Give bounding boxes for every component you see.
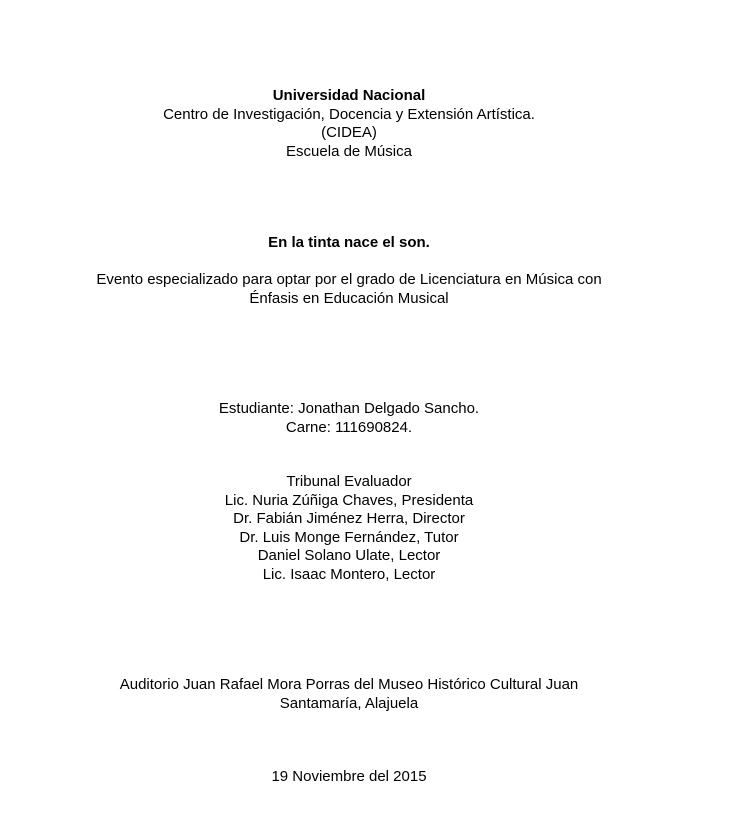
venue-line-2: Santamaría, Alajuela xyxy=(279,694,419,712)
document-title: En la tinta nace el son. xyxy=(268,234,430,251)
student-name: Estudiante: Jonathan Delgado Sancho. xyxy=(218,400,480,417)
date-block xyxy=(49,768,649,787)
university-name: Universidad Nacional xyxy=(272,87,426,104)
venue-block xyxy=(49,676,649,713)
student-block xyxy=(49,400,649,437)
event-date: 19 Noviembre del 2015 xyxy=(271,768,427,785)
title-block xyxy=(49,234,649,253)
center-abbreviation: (CIDEA) xyxy=(321,124,377,141)
purpose-block xyxy=(49,271,649,308)
tribunal-heading: Tribunal Evaluador xyxy=(286,473,412,490)
tribunal-member: Daniel Solano Ulate, Lector xyxy=(257,547,441,564)
purpose-line-2: Énfasis en Educación Musical xyxy=(249,289,449,307)
tribunal-member: Dr. Luis Monge Fernández, Tutor xyxy=(239,528,459,546)
tribunal-member: Lic. Isaac Montero, Lector xyxy=(262,565,436,583)
student-id: Carne: 111690824. xyxy=(285,418,413,436)
tribunal-member: Lic. Nuria Zúñiga Chaves, Presidenta xyxy=(224,491,474,509)
header-block xyxy=(49,87,649,161)
tribunal-block xyxy=(49,473,649,584)
purpose-line-1: Evento especializado para optar por el grado de Licenciatura en Música con xyxy=(96,271,602,288)
center-name: Centro de Investigación, Docencia y Extensión Artística. xyxy=(163,105,535,123)
venue-line-1: Auditorio Juan Rafael Mora Porras del Museo Histórico Cultural Juan xyxy=(119,676,579,693)
school-name: Escuela de Música xyxy=(286,142,412,160)
tribunal-member: Dr. Fabián Jiménez Herra, Director xyxy=(233,510,465,527)
